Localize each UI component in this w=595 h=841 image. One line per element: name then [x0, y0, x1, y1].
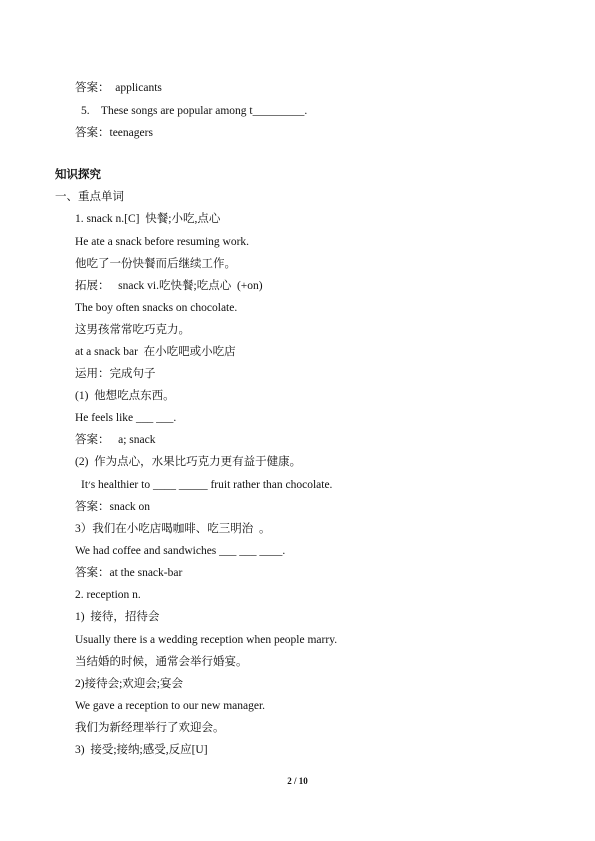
exercise-sentence-1: He feels like ___ ___. [75, 412, 177, 424]
answer-line-1: 答案： a; snack [75, 434, 156, 446]
example-sentence-en: He ate a snack before resuming work. [75, 236, 250, 248]
usage-heading: 运用：完成句子 [75, 368, 156, 380]
sense-3: 3) 接受;接纳;感受,反应[U] [75, 744, 208, 756]
exercise-sentence-2: It׳s healthier to ____ _____ fruit rather than chocolate. [81, 479, 333, 491]
subsection-heading-key-words: 一、重点单词 [55, 191, 124, 203]
section-heading-knowledge: 知识探究 [55, 169, 101, 181]
sense-2: 2)接待会;欢迎会;宴会 [75, 678, 183, 690]
phrase-line: at a snack bar 在小吃吧或小吃店 [75, 346, 236, 358]
example-sentence-zh: 我们为新经理举行了欢迎会。 [75, 722, 225, 734]
exercise-prompt-2: (2) 作为点心，水果比巧克力更有益于健康。 [75, 456, 302, 468]
exercise-prompt-1: (1) 他想吃点东西。 [75, 390, 175, 402]
answer-line-applicants: 答案： applicants [75, 82, 162, 94]
example-sentence-zh: 这男孩常常吃巧克力。 [75, 324, 190, 336]
exercise-sentence-3: We had coffee and sandwiches ___ ___ ____. [75, 545, 286, 557]
example-sentence-zh: 当结婚的时候，通常会举行婚宴。 [75, 656, 248, 668]
sense-1: 1) 接待，招待会 [75, 611, 160, 623]
extension-line: 拓展： snack vi.吃快餐;吃点心 (+on) [75, 280, 263, 292]
example-sentence-en: The boy often snacks on chocolate. [75, 302, 238, 314]
page-number: 2 / 10 [287, 776, 308, 786]
word-entry-snack: 1. snack n.[C] 快餐;小吃,点心 [75, 213, 221, 225]
word-entry-reception: 2. reception n. [75, 589, 141, 601]
answer-line-teenagers: 答案：teenagers [75, 127, 153, 139]
example-sentence-en: We gave a reception to our new manager. [75, 700, 266, 712]
answer-line-3: 答案：at the snack-bar [75, 567, 183, 579]
exercise-item-5: 5. These songs are popular among t_________. [81, 105, 308, 117]
example-sentence-zh: 他吃了一份快餐而后继续工作。 [75, 258, 236, 270]
answer-line-2: 答案：snack on [75, 501, 151, 513]
example-sentence-en: Usually there is a wedding reception when people marry. [75, 634, 338, 646]
exercise-prompt-3: 3）我们在小吃店喝咖啡、吃三明治 。 [75, 523, 271, 535]
